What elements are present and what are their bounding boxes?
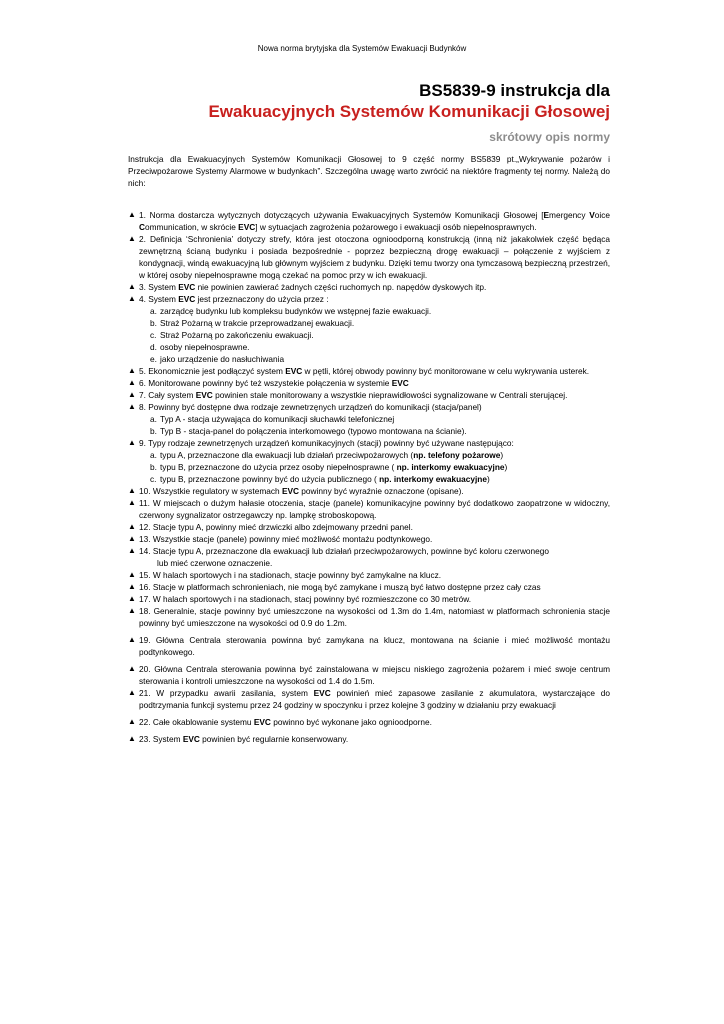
- sub-item: [139, 353, 610, 365]
- sub-letter: b.: [150, 426, 157, 436]
- item-bold: EVC: [285, 366, 303, 376]
- triangle-bullet-icon: ▲: [128, 294, 136, 303]
- sub-bold: np. interkomy ewakuacyjne: [379, 474, 487, 484]
- triangle-bullet-icon: ▲: [128, 582, 136, 591]
- item-text: 13. Wszystkie stacje (panele) powinny mieć możliwość montażu podtynkowego.: [139, 534, 433, 544]
- sub-list: [139, 305, 610, 365]
- list-item-13: [128, 533, 610, 545]
- sub-item: [139, 461, 610, 473]
- item-text: mergency: [549, 210, 590, 220]
- triangle-bullet-icon: ▲: [128, 570, 136, 579]
- sub-text: typu B, przeznaczone powinny być do użycia publicznego (: [160, 474, 380, 484]
- item-text: powinno być wykonane jako ognioodporne.: [270, 717, 432, 727]
- document-title-red: Ewakuacyjnych Systemów Komunikacji Głosowej: [208, 102, 610, 121]
- triangle-bullet-icon: ▲: [128, 438, 136, 447]
- triangle-bullet-icon: ▲: [128, 366, 136, 375]
- item-text: 8. Powinny być dostępne dwa rodzaje zewnetrzęnych urządzeń do komunikacji (stacja/panel): [139, 402, 482, 412]
- list-item-23: [128, 733, 610, 745]
- list-item-11: [128, 497, 610, 521]
- item-text: powinień mieć zapasowe zasilanie z akumulatora, wystarczające do podtrzymania funkcji systemu przez 24 godziny w spoczynku i przez kolejne 3 godziny w działaniu przy ewakuacji: [139, 688, 610, 710]
- triangle-bullet-icon: ▲: [128, 717, 136, 726]
- sub-text: ): [500, 450, 504, 460]
- sub-text: ): [486, 474, 490, 484]
- sub-text: osoby niepełnosprawne.: [160, 342, 250, 352]
- sub-text: Straż Pożarną w trakcie przeprowadzanej ewakuacji.: [160, 318, 355, 328]
- list-item-15: [128, 569, 610, 581]
- triangle-bullet-icon: ▲: [128, 282, 136, 291]
- triangle-bullet-icon: ▲: [128, 606, 136, 615]
- list-item-6: [128, 377, 610, 389]
- sub-letter: a.: [150, 306, 157, 316]
- sub-item: [139, 425, 610, 437]
- document-body: [128, 153, 610, 745]
- triangle-bullet-icon: ▲: [128, 522, 136, 531]
- triangle-bullet-icon: ▲: [128, 734, 136, 743]
- sub-item: [139, 413, 610, 425]
- list-item-3: [128, 281, 610, 293]
- item-text: 16. Stacje w platformach schronieniach, nie mogą być zamykane i muszą być łatwo dostępne przez cały czas: [139, 582, 541, 592]
- title-block: [160, 80, 610, 122]
- item-text: 2. Definicja ‘Schronienia’ dotyczy strefy, która jest otoczona ognioodporną konstrukcją (inną niż jakakolwiek część będąca zewnętrzną ścianą budynku i posiada bezpośrednie - poprzez bezpieczną drogę ewakuacji – połączenie z wyjściem z kondygnacji, windą ewakuacyjną lub głównym wyjściem z budynku. Dzięki temu tworzy ona tymczasową bezpieczną przestrzeń, w której osoby niepełnosprawne mogą czekać na pomoc przy w ich ewakuacji.: [139, 234, 610, 280]
- sub-text: Straż Pożarną po zakończeniu ewakuacji.: [160, 330, 314, 340]
- item-text: 7. Cały system: [139, 390, 196, 400]
- item-text: lub mieć czerwone oznaczenie.: [157, 558, 273, 568]
- sub-letter: c.: [150, 330, 157, 340]
- sub-text: ): [504, 462, 508, 472]
- item-text: w pętli, której obwody powinny być monitorowane w celu wykrywania usterek.: [302, 366, 590, 376]
- item-text: 6. Monitorowane powinny być też wszystekie połączenia w systemie: [139, 378, 392, 388]
- item-bold: EVC: [253, 717, 271, 727]
- triangle-bullet-icon: ▲: [128, 486, 136, 495]
- list-item-20: [128, 663, 610, 687]
- triangle-bullet-icon: ▲: [128, 498, 136, 507]
- sub-text: typu B, przeznaczone do użycia przez osoby niepełnosprawne (: [160, 462, 397, 472]
- triangle-bullet-icon: ▲: [128, 378, 136, 387]
- item-bold: EVC: [313, 688, 331, 698]
- sub-bold: np. interkomy ewakuacyjne: [396, 462, 505, 472]
- triangle-bullet-icon: ▲: [128, 635, 136, 644]
- running-header: Nowa norma brytyjska dla Systemów Ewakuacji Budynków: [257, 44, 467, 53]
- intro-paragraph: Instrukcja dla Ewakuacyjnych Systemów Komunikacji Głosowej to 9 część normy BS5839 pt.„Wykrywanie pożarów i Przeciwpożarowe Systemy Alarmowe w budynkach”. Szczególna uwagę warto zwrócić na niektóre fragmenty tej normy. Należą do nich:: [128, 154, 610, 188]
- item-text: oice: [594, 210, 611, 220]
- sub-letter: e.: [150, 354, 157, 364]
- list-item-4: [128, 293, 610, 365]
- item-bold: EVC: [281, 486, 299, 496]
- list-item-19: [128, 634, 610, 658]
- item-text: 10. Wszystkie regulatory w systemach: [139, 486, 282, 496]
- sub-text: Typ B - stacja-panel do połączenia interkomowego (typowo montowana na ścianie).: [160, 426, 467, 436]
- item-bold: C: [139, 222, 145, 232]
- list-item-22: [128, 716, 610, 728]
- item-bold: E: [543, 210, 550, 220]
- document-title: BS5839-9 instrukcja dla: [419, 81, 610, 100]
- list-item-21: [128, 687, 610, 711]
- item-text: 20. Główna Centrala sterowania powinna być zainstalowana w miejscu niskiego zagrożenia pożarem i mieć swoje centrum sterowania i kontroli umieszczone na wysokości od 1.4 do 1.5m.: [139, 664, 610, 686]
- item-text: nie powinien zawierać żadnych części ruchomych np. napędów dyskowych itp.: [195, 282, 487, 292]
- list-item-7: [128, 389, 610, 401]
- list-item-2: [128, 233, 610, 281]
- sub-item: [139, 317, 610, 329]
- sub-item: [139, 305, 610, 317]
- sub-item: [139, 449, 610, 461]
- item-text: 19. Główna Centrala sterowania powinna być zamykana na klucz, montowana na ścianie i mieć możliwość montażu podtynkowego.: [139, 635, 610, 657]
- triangle-bullet-icon: ▲: [128, 688, 136, 697]
- sub-letter: b.: [150, 318, 157, 328]
- item-text: 21. W przypadku awarii zasilania, system: [139, 688, 314, 698]
- item-text: 4. System: [139, 294, 179, 304]
- list-item-14: [128, 545, 610, 569]
- list-item-16: [128, 581, 610, 593]
- sub-letter: c.: [150, 474, 157, 484]
- sub-letter: b.: [150, 462, 157, 472]
- item-text: 15. W halach sportowych i na stadionach, stacje powinny być zamykalne na klucz.: [139, 570, 442, 580]
- list-item-5: [128, 365, 610, 377]
- item-text: 22. Całe okablowanie systemu: [139, 717, 254, 727]
- sub-item: [139, 473, 610, 485]
- item-text: 14. Stacje typu A, przeznaczone dla ewakuacji lub działań przeciwpożarowych, powinne być koloru czerwonego: [139, 546, 550, 556]
- document-subtitle: skrótowy opis normy: [489, 130, 610, 144]
- item-bold: EVC: [178, 282, 196, 292]
- sub-text: typu A, przeznaczone dla ewakuacji lub działań przeciwpożarowych (: [160, 450, 414, 460]
- sub-text: zarządcę budynku lub kompleksu budynków we wstępnej fazie ewakuacji.: [160, 306, 432, 316]
- item-text: powinny być wyraźnie oznaczone (opisane).: [299, 486, 464, 496]
- item-text: 3. System: [139, 282, 179, 292]
- item-bold: V: [589, 210, 595, 220]
- list-item-18: [128, 605, 610, 629]
- sub-text: jako urządzenie do nasłuchiwania: [160, 354, 285, 364]
- sub-letter: a.: [150, 450, 157, 460]
- list-item-1: [128, 209, 610, 233]
- item-bold: EVC: [238, 222, 256, 232]
- item-text: 18. Generalnie, stacje powinny być umieszczone na wysokości od 1.3m do 1.4m, natomiast w platformach schronienia stacje powinny być umieszczone na wysokości od 0.9 do 1.2m.: [139, 606, 610, 628]
- item-text: jest przeznaczony do użycia przez :: [195, 294, 329, 304]
- triangle-bullet-icon: ▲: [128, 402, 136, 411]
- sub-list: [139, 413, 610, 437]
- item-bold: EVC: [195, 390, 213, 400]
- item-text: 5. Ekonomicznie jest podłączyć system: [139, 366, 286, 376]
- item-text: ommunication, w skrócie: [145, 222, 239, 232]
- item-text: 1. Norma dostarcza wytycznych dotyczących używania Ewakuacyjnych Systemów Komunikacji Głosowej [: [139, 210, 544, 220]
- triangle-bullet-icon: ▲: [128, 546, 136, 555]
- requirements-list: [128, 209, 610, 745]
- item-text: 23. System: [139, 734, 183, 744]
- item-text: 17. W halach sportowych i na stadionach, stacj powinny być rozmieszczone co 30 metrów.: [139, 594, 472, 604]
- list-item-17: [128, 593, 610, 605]
- list-item-8: [128, 401, 610, 437]
- sub-list: [139, 449, 610, 485]
- item-bold: EVC: [178, 294, 196, 304]
- list-item-9: [128, 437, 610, 485]
- triangle-bullet-icon: ▲: [128, 390, 136, 399]
- list-item-12: [128, 521, 610, 533]
- sub-letter: a.: [150, 414, 157, 424]
- item-bold: EVC: [182, 734, 200, 744]
- triangle-bullet-icon: ▲: [128, 664, 136, 673]
- item-text: 11. W miejscach o dużym hałasie otoczenia, stacje (panele) komunikacyjne powinny być dodatkowo zaopatrzone w widoczny, czerwony sygnalizator ostrzegawczy np. lampkę stroboskopową.: [139, 498, 610, 520]
- sub-item: [139, 341, 610, 353]
- item-text: powinien stale monitorowany a wszystkie nieprawidłowości sygnalizowane w Centrali sterującej.: [212, 390, 568, 400]
- triangle-bullet-icon: ▲: [128, 234, 136, 243]
- sub-letter: d.: [150, 342, 157, 352]
- item-text: powinien być regularnie konserwowany.: [199, 734, 349, 744]
- item-text: ] w sytuacjach zagrożenia pożarowego i ewakuacji osób niepełnosprawnych.: [255, 222, 537, 232]
- item-text: 9. Typy rodzaje zewnetrzęnych urządzeń komunikacyjnych (stacji) powinny być używane następująco:: [139, 438, 514, 448]
- triangle-bullet-icon: ▲: [128, 534, 136, 543]
- item-text: 12. Stacje typu A, powinny mieć drzwiczki albo zdejmowany przedni panel.: [139, 522, 413, 532]
- sub-bold: np. telefony pożarowe: [413, 450, 501, 460]
- list-item-10: [128, 485, 610, 497]
- triangle-bullet-icon: ▲: [128, 594, 136, 603]
- triangle-bullet-icon: ▲: [128, 210, 136, 219]
- sub-item: [139, 329, 610, 341]
- sub-text: Typ A - stacja używająca do komunikacji słuchawki telefonicznej: [160, 414, 395, 424]
- item-bold: EVC: [391, 378, 409, 388]
